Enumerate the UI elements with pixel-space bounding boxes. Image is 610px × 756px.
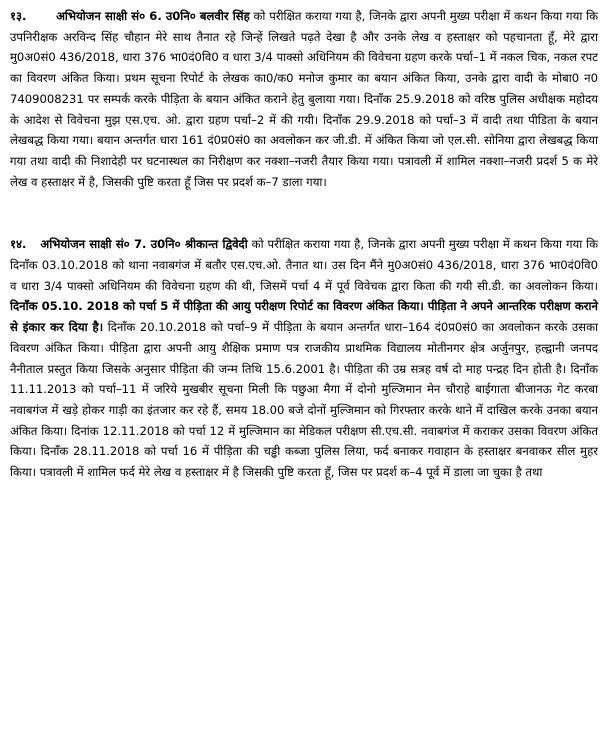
- witness-13-text: को परीक्षित कराया गया है, जिनके द्वारा अपनी मुख्य परीक्षा में कथन किया गया कि उपनिरीक्षक अरविन्द सिंह चौहान मेरे साथ तैनात रहे जिन्हें लिखते पढ़ते देखा है और उनके लेख व हस्ताक्षर को पहचानता हूँ, मेरे द्वारा मु0अ0सं0 436/2018, धारा 376 भा0दं0वि0 व धारा 3/4 पाक्सो अधिनियम की विवेचना ग्रहण करके पर्चा–1 में नकल चिक, नकल रपट का विवरण अंकित किया। प्रथम सूचना रिपोर्ट के लेखक का0/क0 मनोज कुमार का बयान अंकित किया, उनके द्वारा वादी के मोबा0 न0 7409008231 पर सम्पर्क करके पीड़िता के बयान अंकित कराने हेतु बुलाया गया। दिनाँक 25.9.2018 को वरिष्ठ पुलिस अधीक्षक महोदय के आदेश से विवेचना मुझ एस.एच. ओ. द्वारा ग्रहण पर्चा–2 में की गयी। दिनाँक 29.9.2018 को पर्चा–3 में वादी तथा पीडिता के बयान लेखबद्ध किया गया। बयान अन्तर्गत धारा 161 दं0प्र0सं0 का अवलोकन कर जी.डी. में अंकित किया जो एल.सी. सोनिया द्वारा लेखबद्ध किया गया तथा वादी की निशादेही पर घटनास्थल का निरीक्षण कर नक्शा–नजरी तैयार किया गया। पत्रावली में शामिल नक्शा–नजरी प्रदर्श 5 क मेरे लेख व हस्ताक्षर में है, जिसकी पुष्टि करता हूँ जिस पर प्रदर्श क–7 डाला गया।: [10, 9, 599, 189]
- witness-13-title: अभियोजन साक्षी सं० 6. उ0नि० बलवीर सिंह: [56, 9, 250, 23]
- witness-14-title: अभियोजन साक्षी सं० 7. उ0नि० श्रीकान्त द्विवेदी: [40, 237, 248, 252]
- witness-13-paragraph: [10, 6, 598, 192]
- witness-14-paragraph: [10, 234, 598, 482]
- paragraph-gap: [10, 192, 598, 234]
- witness-14-text-bold: दिनाँक 05.10. 2018 को पर्चा 5 में पीड़िता की आयु परीक्षण रिपोर्ट का विवरण अंकित किया। पीड़िता ने अपने आन्तरिक परीक्षण कराने से इंकार कर दिया है।: [10, 299, 598, 335]
- witness-14-number: १४.: [10, 237, 27, 252]
- witness-14-text-2: दिनाँक 20.10.2018 को पर्चा–9 में पीड़िता के बयान अन्तर्गत धारा–164 दं0प्र0सं0 का अवलोकन करके उसका विवरण अंकित किया। पीड़िता द्वारा अपनी आयु शैक्षिक प्रमाण पत्र राजकीय प्राथमिक विद्यालय मोतीनगर क्षेत्र अर्जुनपुर, हल्द्वानी जनपद नैनीताल प्रस्तुत किया जिसके अनुसार पीड़िता की जन्म तिथि 15.6.2001 है। पीड़िता की उम्र सत्रह वर्ष दो माह पन्द्रह दिन होती है। दिनाँक 11.11.2013 को पर्चा–11 में जरिये मुखबीर सूचना मिली कि पछुआ मैगा में दोनो मुल्जिमान मेन चौराहे बाईगाता बीजानऊ गेट करबा नवाबगंज में खड़े होकर गाड़ी का इंतजार कर रहे हैं, समय 18.00 बजे दोनों मुल्जिमान को गिरफ्तार करके थाने में दाखिल करके उनका बयान अंकित किया। दिनांक 12.11.2018 को पर्चा 12 में मुल्जिमान का मेडिकल परीक्षण सी.एच.सी. नवाबगंज में कराकर उसका विवरण अंकित किया। दिनाँक 28.11.2018 को पर्चा 16 में पीड़िता की चड्ढी कब्जा पुलिस लिया, फर्द बनाकर गवाहान के हस्ताक्षर बनवाकर सील मुहर किया। पत्रावली में शामिल फर्द मेरे लेख व हस्ताक्षर में है जिसकी पुष्टि करता हूँ, जिस पर प्रदर्श क–4 पूर्व में डाला जा चुका है तथा: [10, 320, 598, 480]
- witness-13-number: १३.: [10, 9, 27, 23]
- witness-14-text-1: को परीक्षित कराया गया है, जिनके द्वारा अपनी मुख्य परीक्षा में कथन किया गया कि दिनाँक 03.10.2018 को थाना नवाबगंज में बतौर एस.एच.ओ. तैनात था। उस दिन मैंने मु0अ0सं0 436/2018, धारा 376 भा0दं0वि0 व धारा 3/4 पाक्सो अधिनियम की विवेचना ग्रहण की थी, जिसमें पर्चा 4 में पूर्व विवेचक द्वारा किता की गयी सी.डी. का अवलोकन किया।: [10, 237, 599, 293]
